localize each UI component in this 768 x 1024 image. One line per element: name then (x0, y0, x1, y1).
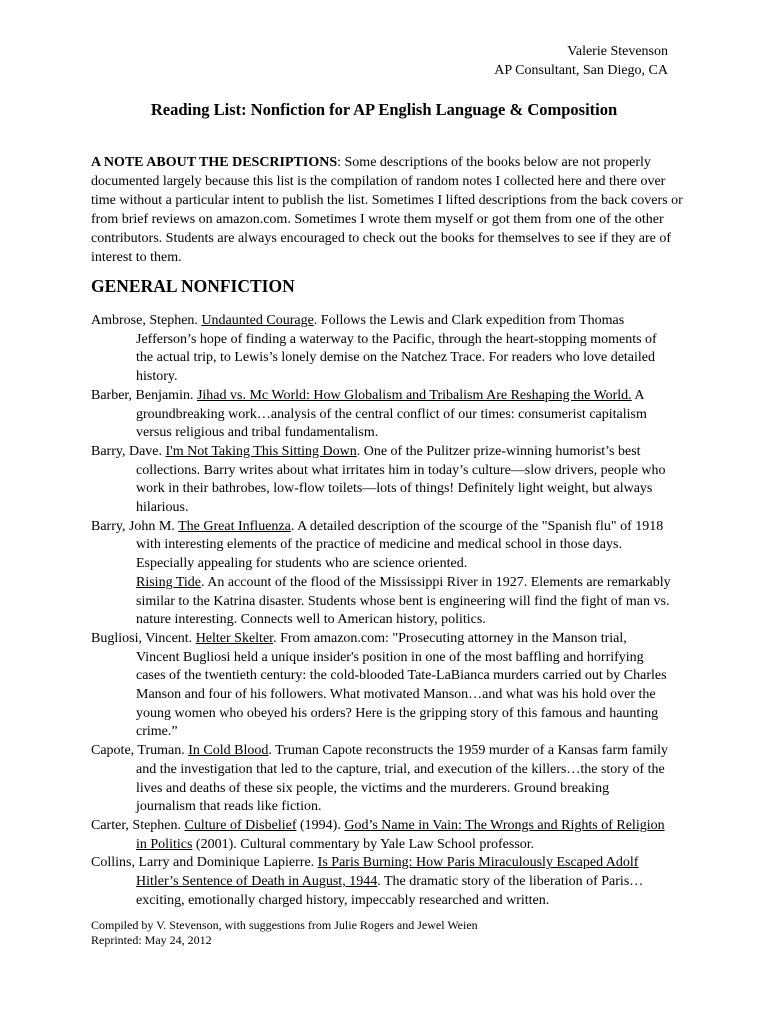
book-title: In Cold Blood (188, 743, 269, 759)
entry-author: Barber, Benjamin. (91, 387, 197, 403)
note-text: : Some descriptions of the books below are not properly documented largely because this list is the compilation of random notes I collected here and there over time without a particular intent to publish the list. Sometimes I lifted descriptions from the back covers or from brief reviews on amazon.com. Sometimes I wrote them myself or got them from one of the other contributors. Students are always encouraged to check out the books for themselves to see if they are of interest to them. (91, 155, 683, 265)
section-heading: GENERAL NONFICTION (91, 276, 295, 296)
entry-description: . One of the Pulitzer prize-winning humorist’s best collections. Barry writes about what irritates him in today’s culture—slow drivers, people who work in their bathrobes, low-flow toilets—lots of things! Definitely light weight, but always hilarious. (136, 443, 666, 516)
list-item (91, 817, 671, 854)
entry-description: (2001). Cultural commentary by Yale Law School professor. (192, 836, 535, 852)
book-title: Is Paris Burning: How Paris Miraculously Escaped Adolf Hitler’s Sentence of Death in August, 1944 (136, 855, 639, 890)
book-title: Jihad vs. Mc World: How Globalism and Tribalism Are Reshaping the World. (196, 387, 632, 403)
list-item (91, 312, 671, 387)
entry-description: . From amazon.com: "Prosecuting attorney in the Manson trial, Vincent Bugliosi held a unique insider's position in one of the most baffling and horrifying cases of the twentieth century: the cold-blooded Tate-LaBianca murders carried out by Charles Manson and four of his followers. What motivated Manson…and what was his hold over the young women who obeyed his orders? Here is the gripping story of this famous and haunting crime.” (136, 630, 667, 740)
entry-description: . Truman Capote reconstructs the 1959 murder of a Kansas farm family and the investigation that led to the capture, trial, and execution of the killers…the story of the lives and deaths of these six people, the victims and the murderers. Ground breaking journalism that reads like fiction. (136, 743, 669, 815)
page-title: Reading List: Nonfiction for AP English Language & Composition (150, 100, 618, 119)
descriptions-note (91, 153, 691, 267)
entry-description: . Follows the Lewis and Clark expedition from Thomas Jefferson’s hope of finding a waterway to the Pacific, through the heart-stopping moments of the actual trip, to Lewis’s lonely demise on the Natchez Trace. For readers who love detailed history. (136, 313, 657, 385)
entry-author: Carter, Stephen. (91, 817, 185, 833)
entry-author: Collins, Larry and Dominique Lapierre. (91, 855, 318, 871)
entry-author: Ambrose, Stephen. (91, 313, 202, 328)
author-name: Valerie Stevenson (567, 44, 668, 59)
footer-credits: Compiled by V. Stevenson, with suggestions from Julie Rogers and Jewel Weien (91, 918, 478, 932)
book-title: Undaunted Courage (201, 313, 314, 328)
list-item (91, 518, 671, 574)
footer-date: Reprinted: May 24, 2012 (91, 933, 212, 947)
book-list (91, 312, 671, 911)
book-title: I'm Not Taking This Sitting Down (165, 443, 357, 459)
list-item-sub (91, 574, 671, 630)
entry-description: . The dramatic story of the liberation of Paris…exciting, emotionally charged history, impeccably researched and written. (136, 874, 644, 908)
list-item (91, 443, 671, 518)
list-item (91, 630, 671, 742)
book-title: The Great Influenza (178, 518, 291, 534)
list-item (91, 742, 671, 817)
page-footer (91, 918, 478, 948)
entry-author: Bugliosi, Vincent. (91, 630, 196, 646)
book-title: God’s Name in Vain: The Wrongs and Rights of Religion in Politics (136, 817, 665, 852)
entry-year: (1994). (296, 817, 345, 833)
book-title: Helter Skelter (195, 630, 274, 646)
note-label: A NOTE ABOUT THE DESCRIPTIONS (91, 155, 338, 170)
author-header (494, 42, 668, 80)
entry-author: Capote, Truman. (91, 743, 189, 759)
entry-author: Barry, Dave. (91, 443, 166, 459)
book-title: Culture of Disbelief (184, 817, 297, 833)
author-role: AP Consultant, San Diego, CA (494, 63, 668, 78)
book-title: Rising Tide (136, 574, 201, 590)
entry-description: A groundbreaking work…analysis of the central conflict of our times: consumerist capitalism versus religious and tribal fundamentalism. (136, 387, 647, 441)
list-item (91, 854, 671, 910)
list-item (91, 387, 671, 443)
entry-author: Barry, John M. (91, 518, 179, 534)
entry-description: . An account of the flood of the Mississippi River in 1927. Elements are remarkably similar to the Katrina disaster. Students whose bent is engineering will find the fight of man vs. nature interesting. Connects well to American history, politics. (136, 574, 671, 628)
entry-description: . A detailed description of the scourge of the "Spanish flu" of 1918 with interesting elements of the practice of medicine and medical school in those days. Especially appealing for students who are science oriented. (136, 518, 664, 572)
